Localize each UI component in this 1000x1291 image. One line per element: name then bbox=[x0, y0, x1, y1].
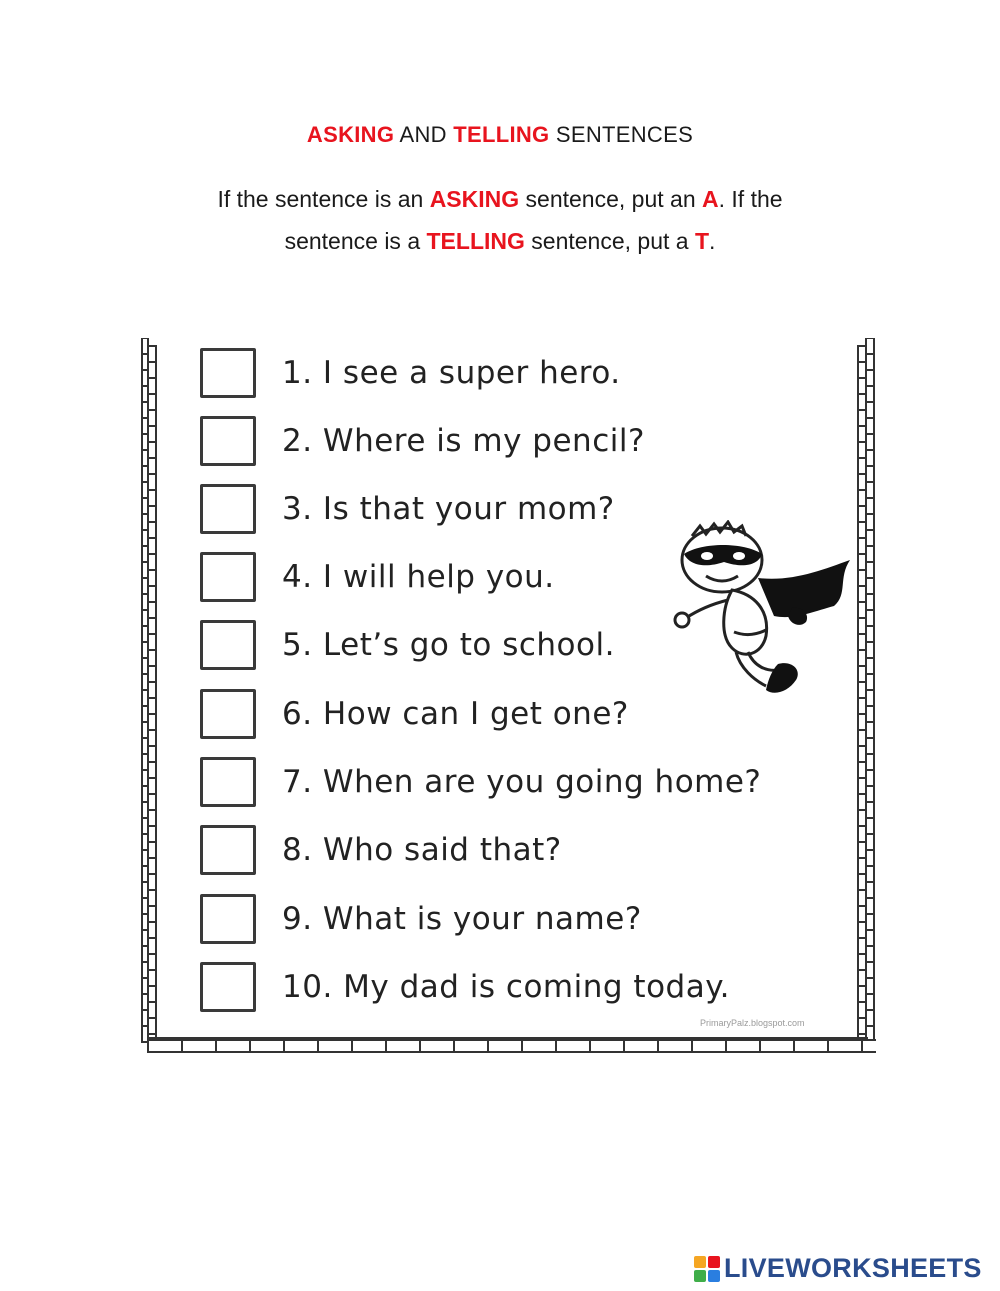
instr-asking: ASKING bbox=[429, 186, 520, 212]
sentence-row bbox=[200, 686, 629, 742]
sentence-row bbox=[200, 413, 645, 469]
liveworksheets-logo-icon bbox=[694, 1256, 720, 1282]
sentence-row bbox=[200, 617, 615, 673]
title-and: AND bbox=[394, 122, 454, 147]
sentence-text: 2. Where is my pencil? bbox=[282, 423, 645, 459]
sentence-row bbox=[200, 549, 555, 605]
title-sentences: SENTENCES bbox=[549, 122, 694, 147]
sentence-text: 5. Let’s go to school. bbox=[282, 627, 615, 663]
instructions-line-2 bbox=[0, 220, 1000, 262]
superhero-icon bbox=[662, 520, 858, 704]
sentence-text: 3. Is that your mom? bbox=[282, 491, 615, 527]
instr-text: . If the bbox=[718, 186, 783, 212]
sentence-text: 10. My dad is coming today. bbox=[282, 969, 730, 1005]
answer-box[interactable] bbox=[200, 689, 256, 739]
instr-letter-a: A bbox=[702, 186, 719, 212]
sentence-row bbox=[200, 754, 761, 810]
answer-box[interactable] bbox=[200, 757, 256, 807]
sentence-text: 7. When are you going home? bbox=[282, 764, 762, 800]
sentence-row bbox=[200, 959, 730, 1015]
sentence-text: 9. What is your name? bbox=[282, 901, 642, 937]
title-asking: ASKING bbox=[306, 122, 395, 147]
instr-text: sentence, put an bbox=[519, 186, 702, 212]
sentence-row bbox=[200, 481, 615, 537]
answer-box[interactable] bbox=[200, 825, 256, 875]
brand-logo bbox=[694, 1253, 982, 1284]
answer-box[interactable] bbox=[200, 894, 256, 944]
sentence-text: 4. I will help you. bbox=[282, 559, 555, 595]
sentence-text: 1. I see a super hero. bbox=[282, 355, 621, 391]
title-telling: TELLING bbox=[453, 122, 550, 147]
instr-text: sentence is a bbox=[284, 228, 427, 254]
instr-letter-t: T bbox=[694, 228, 710, 254]
answer-box[interactable] bbox=[200, 416, 256, 466]
sentence-row bbox=[200, 891, 642, 947]
answer-box[interactable] bbox=[200, 620, 256, 670]
answer-box[interactable] bbox=[200, 962, 256, 1012]
brand-name: LIVEWORKSHEETS bbox=[724, 1253, 982, 1283]
answer-box[interactable] bbox=[200, 484, 256, 534]
instructions-line-1 bbox=[0, 178, 1000, 220]
instr-text: . bbox=[709, 228, 716, 254]
sentence-text: 8. Who said that? bbox=[282, 832, 562, 868]
worksheet-title bbox=[0, 122, 1000, 148]
sentence-row bbox=[200, 822, 562, 878]
answer-box[interactable] bbox=[200, 348, 256, 398]
instr-telling: TELLING bbox=[426, 228, 525, 254]
instr-text: If the sentence is an bbox=[217, 186, 430, 212]
instr-text: sentence, put a bbox=[524, 228, 695, 254]
credit-text: PrimaryPalz.blogspot.com bbox=[700, 1018, 805, 1028]
sentence-text: 6. How can I get one? bbox=[282, 696, 629, 732]
instructions bbox=[0, 178, 1000, 262]
sentence-row bbox=[200, 345, 621, 401]
answer-box[interactable] bbox=[200, 552, 256, 602]
